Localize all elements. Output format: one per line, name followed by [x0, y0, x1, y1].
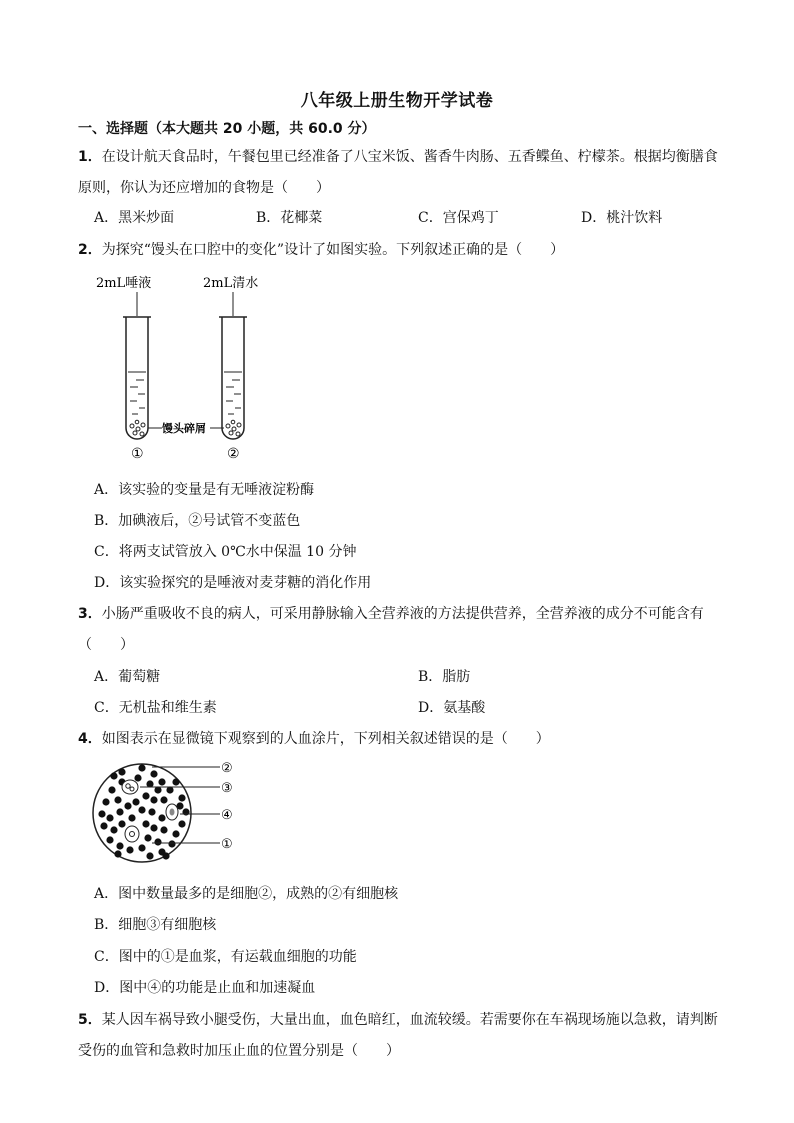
red-blood-cell-dot — [100, 822, 107, 829]
label-3: ③ — [221, 781, 233, 796]
red-blood-cell-dot — [114, 796, 121, 803]
q4-option-c[interactable]: C．图中的①是血浆，有运载血细胞的功能 — [94, 949, 357, 965]
q2-option-c[interactable]: C．将两支试管放入 0℃水中保温 10 分钟 — [94, 544, 357, 560]
red-blood-cell-dot — [98, 810, 105, 817]
question-text: 如图表示在显微镜下观察到的人血涂片，下列相关叙述错误的是（ ） — [101, 731, 550, 747]
red-blood-cell-dot — [102, 798, 109, 805]
red-blood-cell-dot — [118, 820, 125, 827]
question-1-continued: 原则，你认为还应增加的食物是（ ） — [78, 180, 330, 196]
question-5-continued: 受伤的血管和急救时加压止血的位置分别是（ ） — [78, 1043, 400, 1059]
red-blood-cell-dot — [114, 850, 121, 857]
q4-option-b[interactable]: B．细胞③有细胞核 — [94, 917, 217, 933]
q2-option-d[interactable]: D．该实验探究的是唾液对麦芽糖的消化作用 — [94, 575, 372, 591]
q3-option-d[interactable]: D．氨基酸 — [418, 700, 486, 716]
red-blood-cell-dot — [158, 778, 165, 785]
question-3-continued: （ ） — [78, 637, 134, 653]
q3-option-b[interactable]: B．脂肪 — [418, 669, 471, 685]
red-blood-cell-dot — [160, 826, 167, 833]
red-blood-cell-dot — [118, 768, 125, 775]
red-blood-cell-dot — [162, 852, 169, 859]
blood-smear-figure — [92, 754, 252, 874]
red-blood-cell-dot — [154, 838, 161, 845]
red-blood-cell-dot — [116, 808, 123, 815]
question-5 — [78, 1009, 758, 1029]
red-blood-cell-dot — [178, 820, 185, 827]
red-blood-cell-dot — [146, 852, 153, 859]
test-tube-2 — [219, 317, 247, 439]
question-text: 为探究“馒头在口腔中的变化”设计了如图实验。下列叙述正确的是（ ） — [101, 242, 565, 258]
label-4: ④ — [221, 808, 233, 823]
question-number: 3． — [78, 606, 102, 622]
red-blood-cell-dot — [110, 826, 117, 833]
red-blood-cell-dot — [126, 846, 133, 853]
test-tube-1 — [123, 317, 151, 439]
question-text: 在设计航天食品时，午餐包里已经准备了八宝米饭、酱香牛肉肠、五香鲽鱼、柠檬茶。根据均衡膳食 — [101, 149, 718, 165]
tube2-number: ② — [227, 446, 240, 462]
red-blood-cell-dot — [138, 844, 145, 851]
red-blood-cell-dot — [106, 836, 113, 843]
red-blood-cell-dot — [160, 796, 167, 803]
question-number: 1． — [78, 149, 102, 165]
red-blood-cell-dot — [158, 814, 165, 821]
red-blood-cell-dot — [142, 792, 149, 799]
tube1-number: ① — [131, 446, 144, 462]
white-blood-cell-4 — [166, 804, 178, 820]
question-text: 某人因车祸导致小腿受伤，大量出血，血色暗红，血流较缓。若需要你在车祸现场施以急救，请判断 — [101, 1012, 718, 1028]
q4-option-d[interactable]: D．图中④的功能是止血和加速凝血 — [94, 980, 316, 996]
q2-option-a[interactable]: A．该实验的变量是有无唾液淀粉酶 — [94, 482, 315, 498]
bread-crumbs-label: 馒头碎屑 — [162, 422, 206, 435]
question-number: 2． — [78, 242, 102, 258]
red-blood-cell-dot — [150, 824, 157, 831]
red-blood-cell-dot — [138, 764, 145, 771]
question-text: 小肠严重吸收不良的病人，可采用静脉输入全营养液的方法提供营养，全营养液的成分不可能含有 — [101, 606, 704, 622]
q3-option-a[interactable]: A．葡萄糖 — [94, 669, 161, 685]
question-4 — [78, 728, 758, 748]
tube1-label: 2mL唾液 — [96, 276, 152, 291]
question-2 — [78, 239, 758, 259]
page-title: 八年级上册生物开学试卷 — [300, 91, 494, 111]
red-blood-cell-dot — [150, 796, 157, 803]
red-blood-cell-dot — [172, 830, 179, 837]
q1-option-d[interactable]: D．桃汁饮料 — [581, 210, 663, 226]
section-heading: 一、选择题（本大题共 20 小题，共 60.0 分） — [78, 121, 376, 137]
red-blood-cell-dot — [110, 772, 117, 779]
q1-option-b[interactable]: B．花椰菜 — [256, 210, 323, 226]
red-blood-cell-dot — [142, 820, 149, 827]
question-number: 4． — [78, 731, 102, 747]
red-blood-cell-dot — [172, 778, 179, 785]
red-blood-cell-dot — [138, 806, 145, 813]
tube2-label: 2mL清水 — [203, 276, 259, 291]
red-blood-cell-dot — [144, 834, 151, 841]
red-blood-cell-dot — [134, 774, 141, 781]
red-blood-cell-dot — [182, 808, 189, 815]
question-number: 5． — [78, 1012, 102, 1028]
label-2: ② — [221, 761, 233, 776]
q2-option-b[interactable]: B．加碘液后，②号试管不变蓝色 — [94, 513, 301, 529]
red-blood-cell-dot — [150, 770, 157, 777]
q3-option-c[interactable]: C．无机盐和维生素 — [94, 700, 217, 716]
q1-option-c[interactable]: C．宫保鸡丁 — [418, 210, 499, 226]
q1-option-a[interactable]: A．黑米炒面 — [94, 210, 175, 226]
red-blood-cell-dot — [116, 842, 123, 849]
red-blood-cell-dot — [132, 798, 139, 805]
red-blood-cell-dot — [108, 786, 115, 793]
label-1: ① — [221, 837, 233, 852]
question-3 — [78, 603, 758, 623]
white-blood-cell-3 — [122, 780, 138, 794]
red-blood-cell-dot — [168, 840, 175, 847]
red-blood-cell-dot — [128, 814, 135, 821]
question-1 — [78, 146, 758, 166]
red-blood-cell-dot — [148, 808, 155, 815]
red-blood-cell-dot — [178, 794, 185, 801]
red-blood-cell-dot — [106, 814, 113, 821]
test-tube-figure — [92, 268, 282, 468]
white-blood-cell-5 — [125, 826, 139, 842]
red-blood-cell-dot — [124, 802, 131, 809]
q4-option-a[interactable]: A．图中数量最多的是细胞②，成熟的②有细胞核 — [94, 886, 399, 902]
